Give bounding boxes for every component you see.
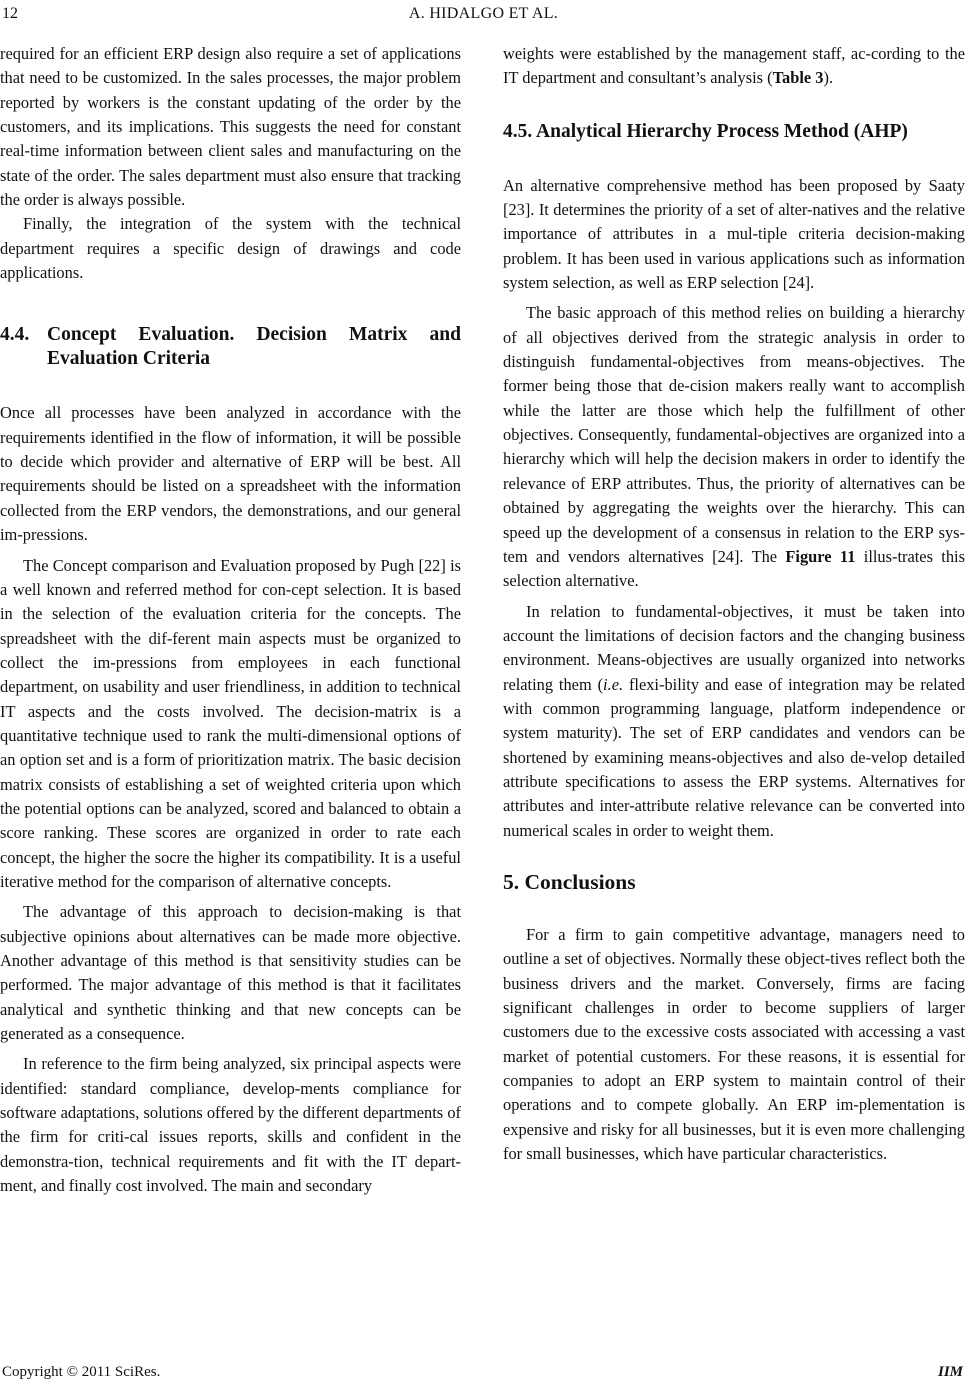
paragraph: In relation to fundamental-objectives, it must be taken into account the limitations of decision factors and the changing business environment. Means-objectives are usually organized into networks relating them (i.e. flexi-bility and ease of integration may be related with common programming language, platform independence or system maturity). The set of ERP candidates and vendors can be shortened by examining means-objectives and also de-velop detailed attribute specifications to assess the ERP systems. Alternatives for attributes and inter-attribute relative relevance can be converted into numerical scales in order to weight them. bbox=[503, 601, 965, 840]
section-number: 4.4. bbox=[0, 324, 30, 346]
journal-abbreviation: IIM bbox=[937, 1364, 963, 1380]
section-title: Concept Evaluation. Decision Matrix and Evaluation Criteria bbox=[47, 324, 461, 370]
table-reference-link[interactable]: Table 3 bbox=[772, 68, 824, 88]
paragraph: The advantage of this approach to decision-making is that subjective opinions about alternatives can be made more objective. Another advantage of this method is that sensitivity studies can be performed. The major advantage of this method is that it facilitates analytical and synthetic thinking and that new concepts can be generated as a consequence. bbox=[0, 902, 461, 1044]
copyright-notice: Copyright © 2011 SciRes. bbox=[2, 1364, 161, 1380]
paragraph: The Concept comparison and Evaluation proposed by Pugh [22] is a well known and referred method for con-cept selection. It is based in the selection of the evaluation criteria for the concepts. The spreadsheet with the dif-ferent main aspects must be organized to collect the im-pressions from employees in each functional department, on usability and user friendliness, in addition to technical IT aspects and the costs involved. The decision-matrix is a quantitative technique used to rank the multi-dimensional options of an option set and is a form of prioritization matrix. The basic decision matrix consists of establishing a set of weighted criteria upon which the potential options can be analyzed, scored and balanced to obtain a score ranking. These scores are organized in order to rate each concept, the higher the socre the higher its compatibility. It is a useful iterative method for the comparison of alternative concepts. bbox=[0, 555, 461, 891]
paragraph: weights were established by the management staff, ac-cording to the IT department and consultant’s analysis (Table 3). bbox=[503, 44, 965, 88]
section-heading-4-4 bbox=[0, 323, 461, 371]
page-header bbox=[0, 0, 967, 30]
paragraph: Once all processes have been analyzed in accordance with the requirements identified in the flow of information, it will be possible to decide which provider and alternative of ERP will be best. All requirements should be listed on a spreadsheet with the information collected from the ERP vendors, the demonstrations, and our general im-pressions. bbox=[0, 403, 461, 545]
left-column bbox=[0, 42, 461, 1198]
section-heading-5: 5. Conclusions bbox=[503, 869, 636, 894]
paragraph: Finally, the integration of the system with the technical department requires a specific design of drawings and code applications. bbox=[0, 214, 461, 283]
running-author: A. HIDALGO ET AL. bbox=[408, 5, 559, 22]
figure-reference-link[interactable]: Figure 11 bbox=[785, 546, 856, 566]
right-column bbox=[503, 42, 965, 1166]
section-heading-4-5: 4.5. Analytical Hierarchy Process Method (AHP) bbox=[503, 120, 908, 142]
paragraph: For a firm to gain competitive advantage, managers need to outline a set of objectives. Normally these object-tives reflect both the business drivers and the market. Conversely, firms are facing significant challenges in order to become suppliers of larger customers due to the excessive costs associated with accessing a vast market of potential customers. For these reasons, it is essential for companies to adopt an ERP system to maintain control of their operations and to compete globally. An ERP im-plementation is expensive and risky for all businesses, but it is even more challenging for small businesses, which have particular characteristics. bbox=[503, 924, 965, 1164]
paragraph: In reference to the firm being analyzed, six principal aspects were identified: standard compliance, develop-ments compliance for software adaptations, solutions offered by the different departments of the firm for criti-cal issues reports, skills and confident in the demonstra-tion, technical requirements and fit with the IT depart-ment, and finally cost involved. The main and secondary bbox=[0, 1054, 461, 1196]
paragraph: required for an efficient ERP design also require a set of applications that need to be customized. In the sales processes, the major problem reported by workers is the constant updating of the order by the customers, and its implications. This suggests the need for constant real-time information between client sales and manufacturing on the state of the order. The sales department must also ensure that tracking the order is always possible. bbox=[0, 44, 461, 210]
paragraph: The basic approach of this method relies on building a hierarchy of all objectives derived from the strategic analysis in order to distinguish fundamental-objectives from means-objectives. The former being those that de-cision makers really want to accomplish while the latter are those which help the fulfillment of other objectives. Consequently, fundamental-objectives are organized into a hierarchy which will help the decision makers in order to identify the relevance of ERP attributes. Thus, the priority of alternatives can be obtained by aggregating the weights over the hierarchy. This can speed up the development of a consensus in relation to the ERP sys-tem and vendors alternatives [24]. The Figure 11 illus-trates this selection alternative. bbox=[503, 303, 965, 591]
paragraph: An alternative comprehensive method has been proposed by Saaty [23]. It determines the priority of a set of alter-natives and the relative importance of attributes in a mul-tiple criteria decision-making problem. It has been used in various applications such as information system selection, as well as ERP selection [24]. bbox=[503, 175, 965, 293]
page-number: 12 bbox=[2, 5, 18, 22]
